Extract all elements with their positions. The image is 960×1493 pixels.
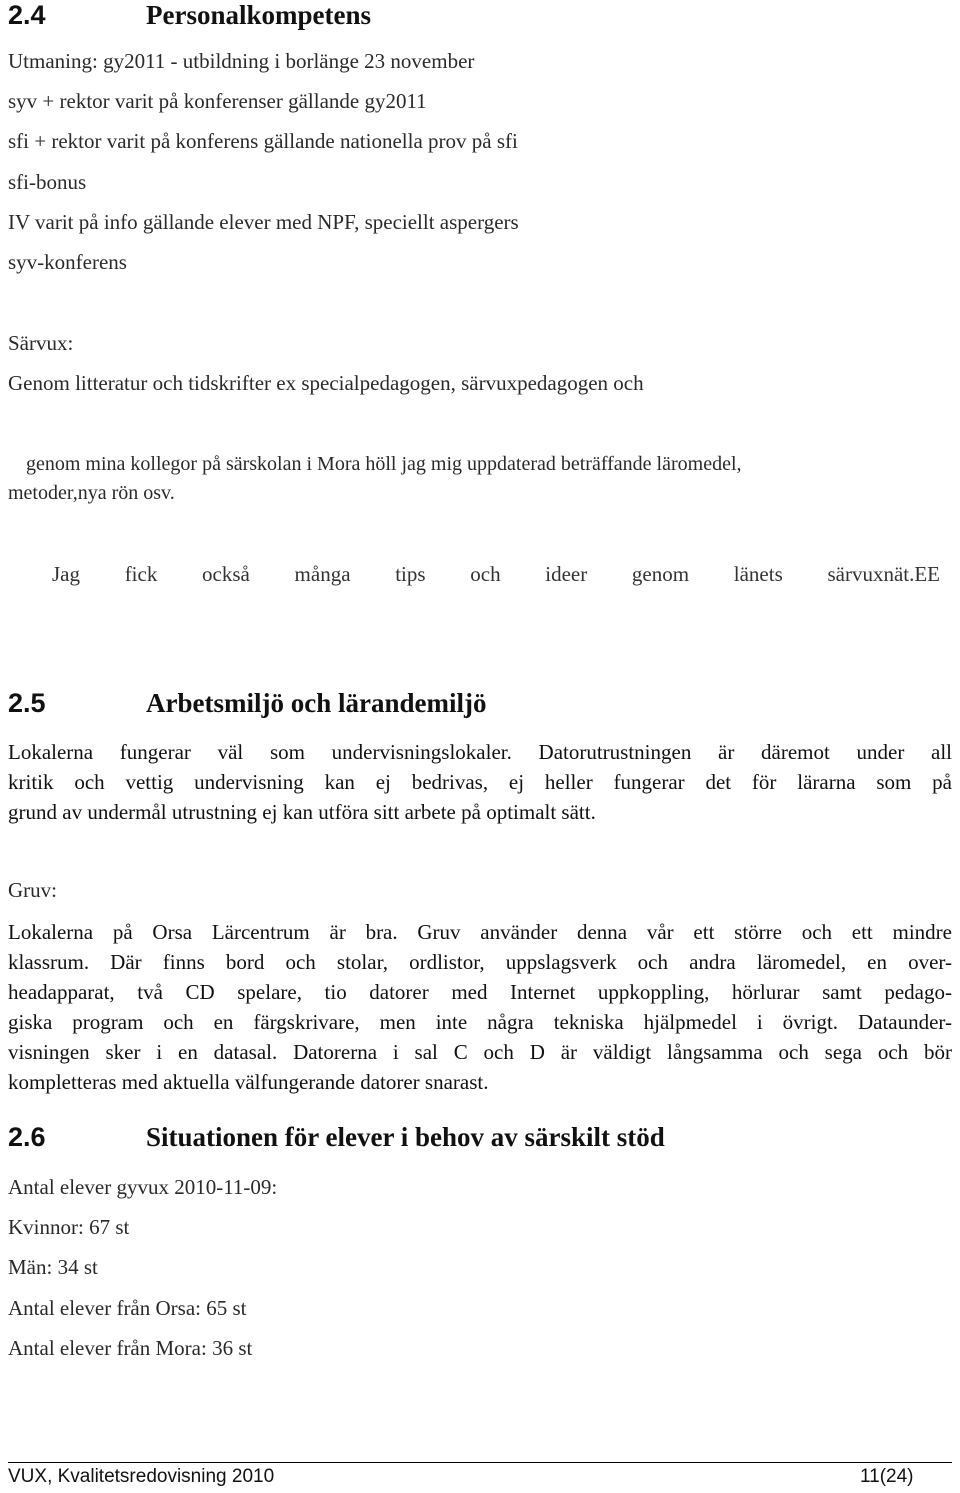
paragraph xyxy=(8,737,952,827)
section-heading-2-5 xyxy=(8,688,486,719)
text-line: sfi-bonus xyxy=(8,170,87,194)
section-number: 2.6 xyxy=(8,1122,46,1152)
section-heading-2-6 xyxy=(8,1122,665,1153)
stat-line: Antal elever gyvux 2010-11-09: xyxy=(8,1175,278,1199)
footer-title: VUX, Kvalitetsredovisning 2010 xyxy=(8,1466,275,1487)
section-title: Arbetsmiljö och lärandemiljö xyxy=(146,688,487,718)
text-line: syv + rektor varit på konferenser gällande gy2011 xyxy=(8,89,427,113)
text-line: metoder,nya rön osv. xyxy=(8,482,175,504)
paragraph-line: headapparat, två CD spelare, tio datorer med Internet uppkoppling, hörlurar samt pedago- xyxy=(8,980,952,1004)
gruv-label: Gruv: xyxy=(8,878,57,902)
paragraph-line: Lokalerna fungerar väl som undervisningslokaler. Datorutrustningen är däremot under all xyxy=(8,740,952,764)
page-number: 11(24) xyxy=(860,1466,914,1487)
text-line: genom mina kollegor på särskolan i Mora höll jag mig uppdaterad beträffande läromedel, xyxy=(26,453,742,475)
paragraph-line: klassrum. Där finns bord och stolar, ordlistor, uppslagsverk och andra läromedel, en over- xyxy=(8,950,952,974)
stat-line: Kvinnor: 67 st xyxy=(8,1215,130,1239)
paragraph-line: giska program och en färgskrivare, men inte några tekniska hjälpmedel i övrigt. Dataunder- xyxy=(8,1010,952,1034)
stat-line: Män: 34 st xyxy=(8,1255,98,1279)
paragraph-line: kritik och vettig undervisning kan ej bedrivas, ej heller fungerar det för lärarna som på xyxy=(8,770,952,794)
section-title: Personalkompetens xyxy=(146,0,371,30)
section-heading-2-4 xyxy=(8,0,371,31)
section-number: 2.5 xyxy=(8,688,46,718)
text-line: sfi + rektor varit på konferens gällande nationella prov på sfi xyxy=(8,129,518,153)
stat-line: Antal elever från Orsa: 65 st xyxy=(8,1296,247,1320)
text-line: Genom litteratur och tidskrifter ex specialpedagogen, särvuxpedagogen och xyxy=(8,371,644,395)
text-line: IV varit på info gällande elever med NPF, speciellt aspergers xyxy=(8,210,519,234)
footer-divider xyxy=(8,1462,952,1463)
paragraph-line: visningen sker i en datasal. Datorerna i sal C och D är väldigt långsamma och sega och bör xyxy=(8,1040,952,1064)
paragraph xyxy=(8,917,952,1097)
stat-line: Antal elever från Mora: 36 st xyxy=(8,1336,253,1360)
text-line: syv-konferens xyxy=(8,250,127,274)
section-number: 2.4 xyxy=(8,0,46,30)
sarvux-label: Särvux: xyxy=(8,331,74,355)
paragraph-line: kompletteras med aktuella välfungerande datorer snarast. xyxy=(8,1070,489,1094)
tips-line: Jag fick också många tips och ideer genom länets särvuxnät.EE xyxy=(52,562,940,586)
text-line: Utmaning: gy2011 - utbildning i borlänge 23 november xyxy=(8,49,475,73)
paragraph-line: grund av undermål utrustning ej kan utföra sitt arbete på optimalt sätt. xyxy=(8,800,596,824)
section-title: Situationen för elever i behov av särskilt stöd xyxy=(146,1122,665,1152)
paragraph-line: Lokalerna på Orsa Lärcentrum är bra. Gruv använder denna vår ett större och ett mindre xyxy=(8,920,952,944)
